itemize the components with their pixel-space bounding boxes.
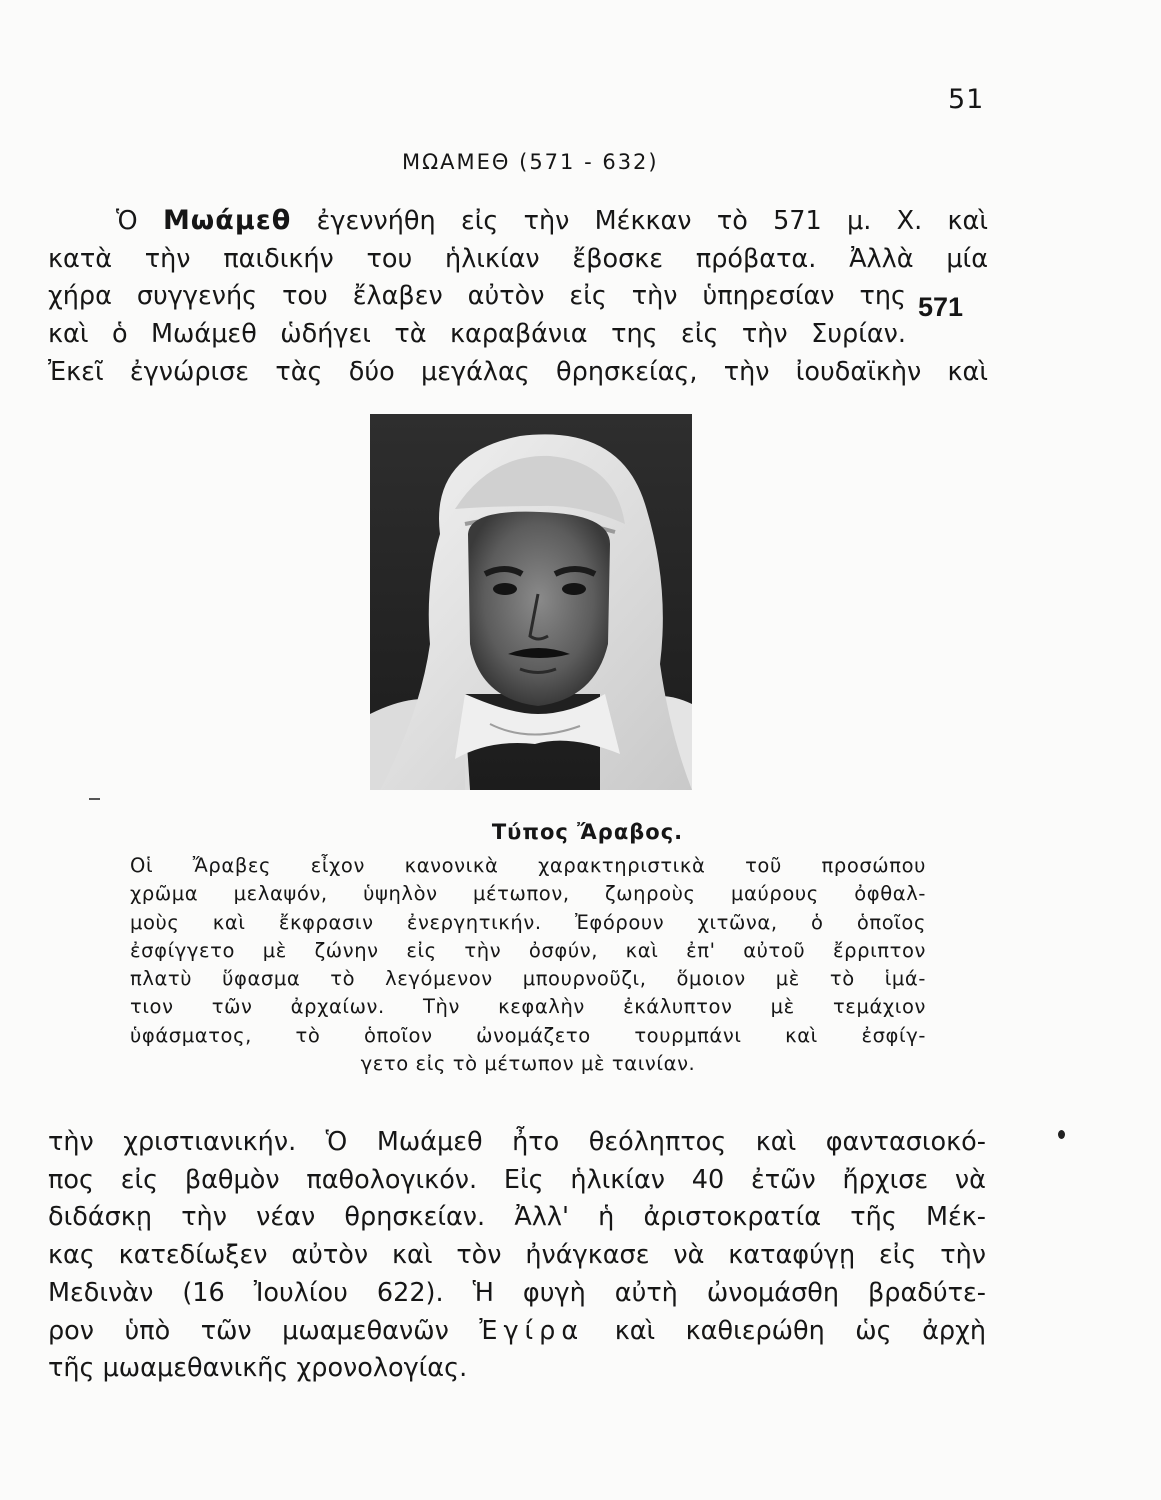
paragraph-bottom-line-7: τῆς μωαμεθανικῆς χρονολογίας. (48, 1353, 468, 1384)
paragraph-bottom (48, 1124, 986, 1388)
paragraph-top-line-5: Ἐκεῖ ἐγνώρισε τὰς δύο μεγάλας θρησκείας, τὴν ἰουδαϊκὴν καὶ (48, 356, 988, 387)
margin-year-note: 571 (918, 292, 964, 322)
paragraph-bottom-line-2: πος εἰς βαθμὸν παθολογικόν. Εἰς ἡλικίαν 40 ἐτῶν ἤρχισε νὰ (48, 1164, 986, 1195)
caption-line-2: χρῶμα μελαψόν, ὑψηλὸν μέτωπον, ζωηροὺς μαύρους ὀφθαλ- (130, 882, 926, 906)
paragraph-top-line-1 (48, 202, 988, 241)
caption-text (130, 852, 926, 1078)
paragraph-bottom-line-6 (48, 1313, 986, 1351)
arab-portrait-photo (370, 414, 692, 790)
paragraph-top-line-3: χήρα συγγενής του ἔλαβεν αὐτὸν εἰς τὴν ὑπηρεσίαν της (48, 281, 906, 312)
line-1-rest: ἐγεννήθη εἰς τὴν Μέκκαν τὸ 571 μ. Χ. καὶ (316, 206, 988, 236)
face (468, 512, 610, 706)
caption-line-5: πλατὺ ὕφασμα τὸ λεγόμενον μπουρνοῦζι, ὅμοιον μὲ τὸ ἱμά- (130, 967, 926, 991)
page-number: 51 (948, 84, 985, 115)
paragraph-top-line-4: καὶ ὁ Μωάμεθ ὡδήγει τὰ καραβάνια της εἰς τὴν Συρίαν. (48, 319, 906, 350)
line-6-part-c: καὶ καθιερώθη ὡς ἀρχὴ (614, 1315, 986, 1346)
paragraph-bottom-line-5: Μεδινὰν (16 Ἰουλίου 622). Ἡ φυγὴ αὐτὴ ὠνομάσθη βραδύτε- (48, 1277, 986, 1308)
caption-line-1: Οἱ Ἄραβες εἶχον κανονικὰ χαρακτηριστικὰ τοῦ προσώπου (130, 854, 926, 877)
paragraph-bottom-line-1: τὴν χριστιανικήν. Ὁ Μωάμεθ ἦτο θεόληπτος καὶ φαντασιοκό- (48, 1127, 986, 1157)
paragraph-top-line-2: κατὰ τὴν παιδικήν του ἡλικίαν ἔβοσκε πρόβατα. Ἀλλὰ μία (48, 243, 988, 274)
left-eye (493, 583, 517, 595)
line-6-part-a: ρον ὑπὸ τῶν μωαμεθανῶν (48, 1315, 449, 1346)
paragraph-bottom-line-3: διδάσκῃ τὴν νέαν θρησκείαν. Ἀλλ' ἡ ἀριστοκρατία τῆς Μέκ- (48, 1202, 986, 1233)
right-eye (562, 583, 586, 595)
margin-dot (1058, 1130, 1065, 1139)
caption-line-7: ὑφάσματος, τὸ ὁποῖον ὠνομάζετο τουρμπάνι καὶ ἐσφίγ- (130, 1023, 926, 1047)
margin-dash (89, 798, 100, 800)
paragraph-top (48, 202, 988, 392)
caption-line-3: μοὺς καὶ ἔκφρασιν ἐνεργητικήν. Ἐφόρουν χιτῶνα, ὁ ὁποῖος (130, 910, 926, 934)
hegira-term: Ἐγίρα (479, 1315, 585, 1346)
caption-line-8: γετο εἰς τὸ μέτωπον μὲ ταινίαν. (360, 1052, 696, 1076)
emphasized-name: Μωάμεθ (162, 205, 292, 236)
caption-title: Τύπος Ἄραβος. (491, 820, 684, 844)
caption-line-4: ἐσφίγγετο μὲ ζώνην εἰς τὴν ὀσφύν, καὶ ἐπ' αὐτοῦ ἔρριπτον (130, 938, 926, 962)
caption-line-6: τιον τῶν ἀρχαίων. Τὴν κεφαλὴν ἐκάλυπτον μὲ τεμάχιον (130, 995, 926, 1019)
article-start: Ὁ (116, 206, 138, 236)
portrait-illustration (370, 414, 692, 790)
chapter-title: ΜΩΑΜΕΘ (571 - 632) (402, 150, 659, 174)
paragraph-bottom-line-4: κας κατεδίωξεν αὐτὸν καὶ τὸν ἠνάγκασε νὰ καταφύγῃ εἰς τὴν (48, 1240, 986, 1271)
